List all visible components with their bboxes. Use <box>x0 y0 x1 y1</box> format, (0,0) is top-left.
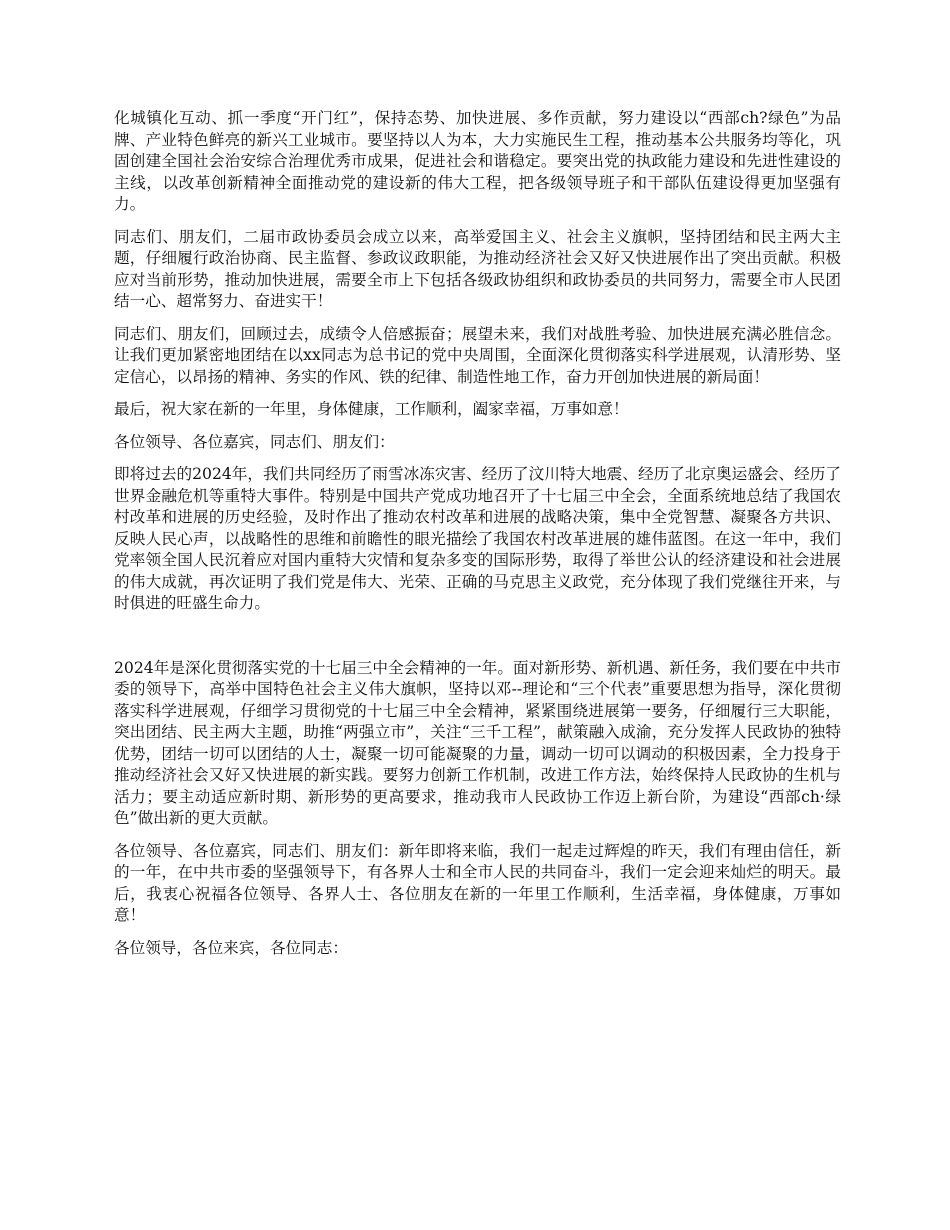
paragraph-4: 最后，祝大家在新的一年里，身体健康，工作顺利，阖家幸福，万事如意！ <box>114 400 629 418</box>
paragraph-3: 同志们、朋友们，回顾过去，成绩令人倍感振奋；展望未来，我们对战胜考验、加快进展充满必胜信念。让我们更加紧密地团结在以xx同志为总书记的党中央周围，全面深化贯彻落实科学进展观，认清形势、坚定信心，以昂扬的精神、务实的作风、铁的纪律、制造性地工作，奋力开创加快进展的新局面！ <box>114 324 841 386</box>
paragraph-7: 2024年是深化贯彻落实党的十七届三中全会精神的一年。面对新形势、新机遇、新任务，我们要在中共市委的领导下，高举中国特色社会主义伟大旗帜，坚持以邓--理论和“三个代表”重要思想为指导，深化贯彻落实科学进展观，仔细学习贯彻党的十七届三中全会精神，紧紧围绕进展第一要务，仔细履行三大职能，突出团结、民主两大主题，助推“两强立市”，关注“三千工程”，献策融入成渝，充分发挥人民政协的独特优势，团结一切可以团结的人士，凝聚一切可能凝聚的力量，调动一切可以调动的积极因素，全力投身于推动经济社会又好又快进展的新实践。要努力创新工作机制，改进工作方法，始终保持人民政协的生机与活力；要主动适应新时期、新形势的更高要求，推动我市人民政协工作迈上新台阶，为建设“西部ch·绿色”做出新的更大贡献。 <box>114 658 841 827</box>
document-body <box>114 108 841 970</box>
paragraph-1: 化城镇化互动、抓一季度“开门红”，保持态势、加快进展、多作贡献，努力建设以“西部ch?绿色”为品牌、产业特色鲜亮的新兴工业城市。要坚持以人为本，大力实施民生工程，推动基本公共服务均等化，巩固创建全国社会治安综合治理优秀市成果，促进社会和谐稳定。要突出党的执政能力建设和先进性建设的主线，以改革创新精神全面推动党的建设新的伟大工程，把各级领导班子和干部队伍建设得更加坚强有力。 <box>114 109 841 213</box>
paragraph-6: 即将过去的2024年，我们共同经历了雨雪冰冻灾害、经历了汶川特大地震、经历了北京奥运盛会、经历了世界金融危机等重特大事件。特别是中国共产党成功地召开了十七届三中全会，全面系统地总结了我国农村改革和进展的历史经验，及时作出了推动农村改革和进展的战略决策，集中全党智慧、凝聚各方共识、反映人民心声，以战略性的思维和前瞻性的眼光描绘了我国农村改革进展的雄伟蓝图。在这一年中，我们党率领全国人民沉着应对国内重特大灾情和复杂多变的国际形势，取得了举世公认的经济建设和社会进展的伟大成就，再次证明了我们党是伟大、光荣、正确的马克思主义政党，充分体现了我们党继往开来，与时俱进的旺盛生命力。 <box>114 465 841 612</box>
paragraph-9: 各位领导，各位来宾，各位同志： <box>114 938 348 957</box>
paragraph-2: 同志们、朋友们，二届市政协委员会成立以来，高举爱国主义、社会主义旗帜，坚持团结和民主两大主题，仔细履行政治协商、民主监督、参政议政职能，为推动经济社会又好又快进展作出了突出贡献。积极应对当前形势，推动加快进展，需要全市上下包括各级政协组织和政协委员的共同努力，需要全市人民团结一心、超常努力、奋进实干！ <box>114 227 841 310</box>
paragraph-8: 各位领导、各位嘉宾，同志们、朋友们：新年即将来临，我们一起走过辉煌的昨天，我们有理由信任，新的一年，在中共市委的坚强领导下，有各界人士和全市人民的共同奋斗，我们一定会迎来灿烂的明天。最后，我衷心祝福各位领导、各界人士、各位朋友在新的一年里工作顺利，生活幸福，身体健康，万事如意！ <box>114 841 841 924</box>
paragraph-5: 各位领导、各位嘉宾，同志们、朋友们： <box>114 432 395 451</box>
